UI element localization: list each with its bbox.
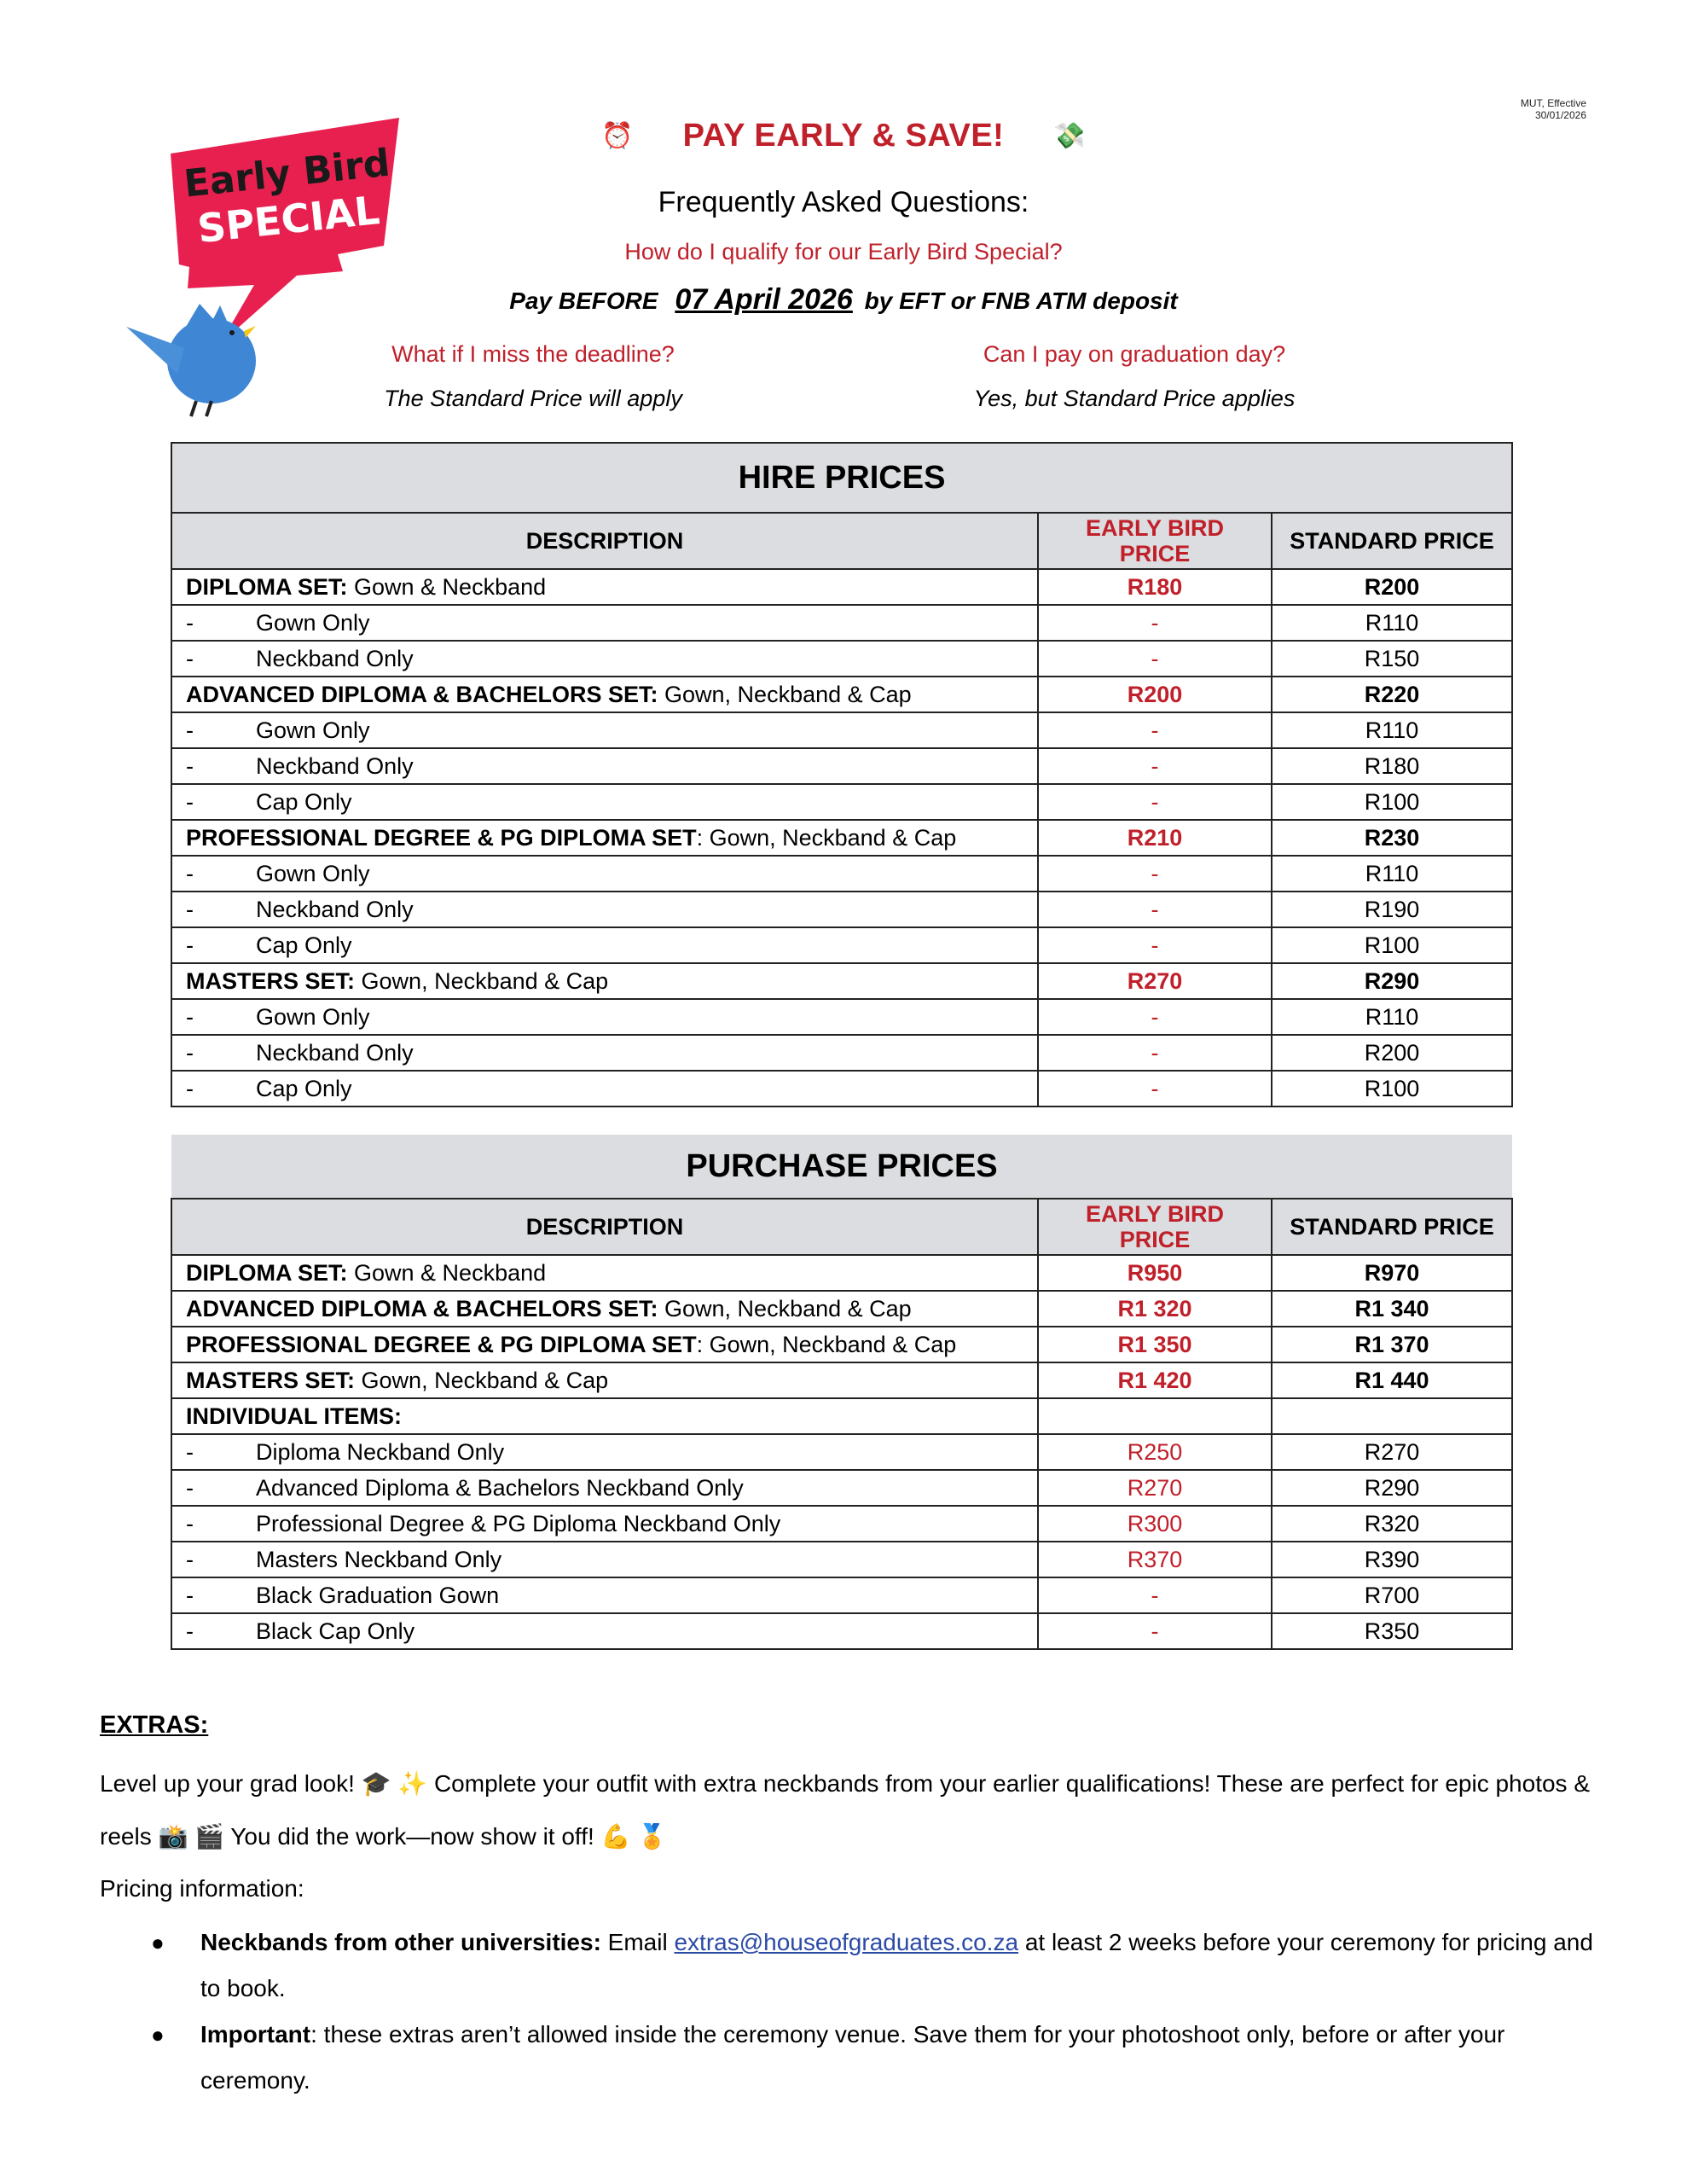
graduation-cap-icon: 🎓 [361,1770,391,1797]
faq-question-qualify: How do I qualify for our Early Bird Special? [624,239,1063,264]
early-bird-special-graphic [118,118,425,425]
item-text: Gown & Neckband [347,574,547,600]
standard-price: R150 [1272,641,1512,677]
purchase-table-body [171,1255,1512,1649]
standard-price: R230 [1272,820,1512,856]
item-dash: - [186,1439,194,1465]
row-description [171,892,1038,927]
item-text: Professional Degree & PG Diploma Neckband Only [256,1511,781,1536]
table-row [171,856,1512,892]
table-row [171,999,1512,1035]
early-bird-price: R210 [1038,820,1272,856]
item-text: Diploma Neckband Only [256,1439,505,1465]
purchase-prices-table [171,1135,1513,1650]
bullet-icon: ● [151,1930,165,1955]
faq-question-graduation-day: Can I pay on graduation day? [983,341,1286,367]
table-row [171,1470,1512,1506]
early-bird-price: R300 [1038,1506,1272,1542]
row-description [171,963,1038,999]
row-description [171,569,1038,605]
table-row [171,677,1512,712]
item-dash: - [186,932,194,958]
standard-price: R180 [1272,748,1512,784]
early-bird-price: - [1038,1613,1272,1649]
item-text: Gown Only [256,1004,370,1030]
standard-price: R1 440 [1272,1362,1512,1398]
early-bird-price: R950 [1038,1255,1272,1291]
early-bird-price: R250 [1038,1434,1272,1470]
bullet-important [100,2012,1601,2104]
early-bird-price: R370 [1038,1542,1272,1577]
item-dash: - [186,753,194,779]
row-description [171,820,1038,856]
table-row [171,1291,1512,1327]
item-dash: - [186,1004,194,1030]
standard-price: R110 [1272,856,1512,892]
hire-title-row [171,443,1512,513]
faq-question-deadline: What if I miss the deadline? [391,341,675,367]
row-description [171,1291,1038,1327]
item-text: Gown Only [256,717,370,743]
standard-price: R100 [1272,1071,1512,1107]
early-bird-price: - [1038,999,1272,1035]
early-bird-price: - [1038,856,1272,892]
early-bird-badge-icon [118,118,425,425]
standard-price: R190 [1272,892,1512,927]
item-text: Cap Only [256,789,352,815]
item-dash: - [186,1583,194,1608]
item-text: Gown, Neckband & Cap [658,1296,912,1321]
page-title: PAY EARLY & SAVE! [682,118,1005,154]
item-dash: - [186,717,194,743]
table-row [171,927,1512,963]
column-header-standard: STANDARD PRICE [1272,513,1512,569]
row-description [171,641,1038,677]
set-label: PROFESSIONAL DEGREE & PG DIPLOMA SET [186,825,697,851]
camera-flash-icon: 📸 [158,1823,188,1850]
pricing-information-label: Pricing information: [100,1875,304,1902]
set-label: ADVANCED DIPLOMA & BACHELORS SET: [186,1296,658,1321]
set-label: DIPLOMA SET: [186,574,348,600]
early-bird-price: - [1038,641,1272,677]
extras-description [100,1757,1601,1863]
table-row [171,1506,1512,1542]
item-text: Neckband Only [256,897,414,922]
item-dash: - [186,1511,194,1536]
row-description [171,1398,1038,1434]
item-dash: - [186,1547,194,1572]
column-header-standard: STANDARD PRICE [1272,1199,1512,1255]
early-bird-price: - [1038,712,1272,748]
row-description [171,1327,1038,1362]
purchase-prices-title: PURCHASE PRICES [171,1135,1512,1199]
extras-bullet-list [100,1920,1601,2104]
row-description [171,1542,1038,1577]
page-title-row [0,118,1687,154]
purchase-column-header-row [171,1199,1512,1255]
column-header-early-bird: EARLY BIRD PRICE [1038,513,1272,569]
bullet-other-universities [100,1920,1601,2012]
item-text: Gown, Neckband & Cap [355,1368,609,1393]
extras-text-intro: Level up your grad look! [100,1770,355,1797]
item-text: : Gown, Neckband & Cap [696,825,957,851]
note-line-2: 30/01/2026 [1534,109,1586,121]
extras-heading: EXTRAS: [100,1711,209,1739]
item-dash: - [186,646,194,671]
item-text: Advanced Diploma & Bachelors Neckband Only [256,1475,744,1501]
row-description [171,1470,1038,1506]
faq-answer-deadline: The Standard Price will apply [384,386,682,411]
set-label: PROFESSIONAL DEGREE & PG DIPLOMA SET [186,1332,697,1357]
hire-column-header-row [171,513,1512,569]
standard-price: R1 370 [1272,1327,1512,1362]
standard-price: R290 [1272,963,1512,999]
extras-text-body: Complete your outfit with extra neckbands from your earlier qualifications! These are perfect for epic photos & reels [100,1770,1590,1850]
row-description [171,1255,1038,1291]
table-row [171,1362,1512,1398]
table-row [171,820,1512,856]
item-dash: - [186,1076,194,1101]
item-dash: - [186,861,194,886]
early-bird-price: R1 420 [1038,1362,1272,1398]
row-description [171,1362,1038,1398]
item-dash: - [186,897,194,922]
early-bird-price: R1 350 [1038,1327,1272,1362]
alarm-clock-icon: ⏰ [601,122,634,150]
item-dash: - [186,1475,194,1501]
bullet-text: at least 2 weeks before your ceremony for pricing and to book. [200,1929,1593,2001]
standard-price: R110 [1272,712,1512,748]
flexed-biceps-icon: 💪 [600,1823,631,1850]
row-description [171,999,1038,1035]
table-row [171,605,1512,641]
standard-price: R290 [1272,1470,1512,1506]
standard-price: R200 [1272,569,1512,605]
bullet-label: Important [200,2021,311,2048]
standard-price: R100 [1272,927,1512,963]
answer-suffix: by EFT or FNB ATM deposit [864,288,1178,314]
early-bird-price [1038,1398,1272,1434]
set-label: DIPLOMA SET: [186,1260,348,1286]
item-text: Black Graduation Gown [256,1583,500,1608]
table-row [171,1255,1512,1291]
item-text: Black Cap Only [256,1618,415,1644]
row-description [171,1613,1038,1649]
faq-heading: Frequently Asked Questions: [658,186,1029,218]
early-bird-price: - [1038,1071,1272,1107]
table-row [171,1434,1512,1470]
row-description [171,1577,1038,1613]
row-description [171,748,1038,784]
item-dash: - [186,1040,194,1066]
item-text: Cap Only [256,932,352,958]
row-description [171,677,1038,712]
table-row [171,1542,1512,1577]
table-row [171,748,1512,784]
item-dash: - [186,789,194,815]
sparkles-icon: ✨ [397,1770,428,1797]
early-bird-price: - [1038,784,1272,820]
row-description [171,1035,1038,1071]
bullet-icon: ● [151,2022,165,2048]
table-row [171,712,1512,748]
table-row [171,1577,1512,1613]
early-bird-price: - [1038,892,1272,927]
hire-table-body [171,569,1512,1107]
table-row [171,1035,1512,1071]
standard-price: R390 [1272,1542,1512,1577]
extras-email-link[interactable]: extras@houseofgraduates.co.za [674,1929,1019,1955]
standard-price: R970 [1272,1255,1512,1291]
standard-price: R220 [1272,677,1512,712]
bullet-text: : these extras aren’t allowed inside the ceremony venue. Save them for your photoshoot only, before or after your ceremony. [200,2021,1505,2094]
row-description [171,1434,1038,1470]
money-with-wings-icon: 💸 [1053,122,1086,150]
item-text: Gown & Neckband [347,1260,547,1286]
svg-text:SPECIAL: SPECIAL [195,187,382,253]
hire-prices-table [171,442,1513,1107]
standard-price: R110 [1272,999,1512,1035]
standard-price: R270 [1272,1434,1512,1470]
item-text: Neckband Only [256,1040,414,1066]
bullet-label: Neckbands from other universities: [200,1929,601,1955]
table-row [171,569,1512,605]
standard-price: R350 [1272,1613,1512,1649]
medal-icon: 🏅 [637,1823,668,1850]
early-bird-price: R1 320 [1038,1291,1272,1327]
faq-answer-qualify [0,283,1687,317]
row-description [171,712,1038,748]
item-dash: - [186,610,194,636]
row-description [171,1506,1038,1542]
standard-price: R1 340 [1272,1291,1512,1327]
extras-text-outro: You did the work—now show it off! [230,1823,594,1850]
item-text: Neckband Only [256,646,414,671]
column-header-description: DESCRIPTION [171,513,1038,569]
standard-price: R110 [1272,605,1512,641]
note-line-1: MUT, Effective [1520,97,1586,109]
standard-price: R320 [1272,1506,1512,1542]
answer-prefix: Pay BEFORE [509,288,658,314]
row-description [171,784,1038,820]
column-header-description: DESCRIPTION [171,1199,1038,1255]
item-text: Masters Neckband Only [256,1547,502,1572]
row-description [171,605,1038,641]
set-label: INDIVIDUAL ITEMS: [186,1403,403,1429]
standard-price: R100 [1272,784,1512,820]
item-text: : Gown, Neckband & Cap [696,1332,957,1357]
item-text: Cap Only [256,1076,352,1101]
table-row [171,892,1512,927]
set-label: MASTERS SET: [186,1368,356,1393]
item-text: Gown, Neckband & Cap [355,968,609,994]
row-description [171,856,1038,892]
table-row [171,1398,1512,1434]
item-text: Neckband Only [256,753,414,779]
table-row [171,1613,1512,1649]
bullet-text: Email [600,1929,675,1955]
purchase-title-row [171,1135,1512,1199]
early-bird-price: - [1038,1035,1272,1071]
row-description [171,927,1038,963]
hire-prices-title: HIRE PRICES [171,443,1512,513]
standard-price [1272,1398,1512,1434]
early-bird-price: R270 [1038,963,1272,999]
early-bird-price: - [1038,927,1272,963]
table-row [171,784,1512,820]
table-row [171,641,1512,677]
row-description [171,1071,1038,1107]
item-text: Gown Only [256,610,370,636]
item-text: Gown Only [256,861,370,886]
item-text: Gown, Neckband & Cap [658,682,912,707]
standard-price: R700 [1272,1577,1512,1613]
set-label: MASTERS SET: [186,968,356,994]
clapper-board-icon: 🎬 [194,1823,225,1850]
early-bird-price: R200 [1038,677,1272,712]
table-row [171,1327,1512,1362]
set-label: ADVANCED DIPLOMA & BACHELORS SET: [186,682,658,707]
item-dash: - [186,1618,194,1644]
early-bird-price: - [1038,605,1272,641]
standard-price: R200 [1272,1035,1512,1071]
early-bird-price: - [1038,748,1272,784]
faq-answer-graduation-day: Yes, but Standard Price applies [973,386,1296,411]
early-bird-price: R180 [1038,569,1272,605]
column-header-early-bird: EARLY BIRD PRICE [1038,1199,1272,1255]
deadline-date: 07 April 2026 [675,283,853,316]
early-bird-price: R270 [1038,1470,1272,1506]
svg-text:Early Bird: Early Bird [182,141,392,206]
table-row [171,963,1512,999]
early-bird-price: - [1038,1577,1272,1613]
table-row [171,1071,1512,1107]
